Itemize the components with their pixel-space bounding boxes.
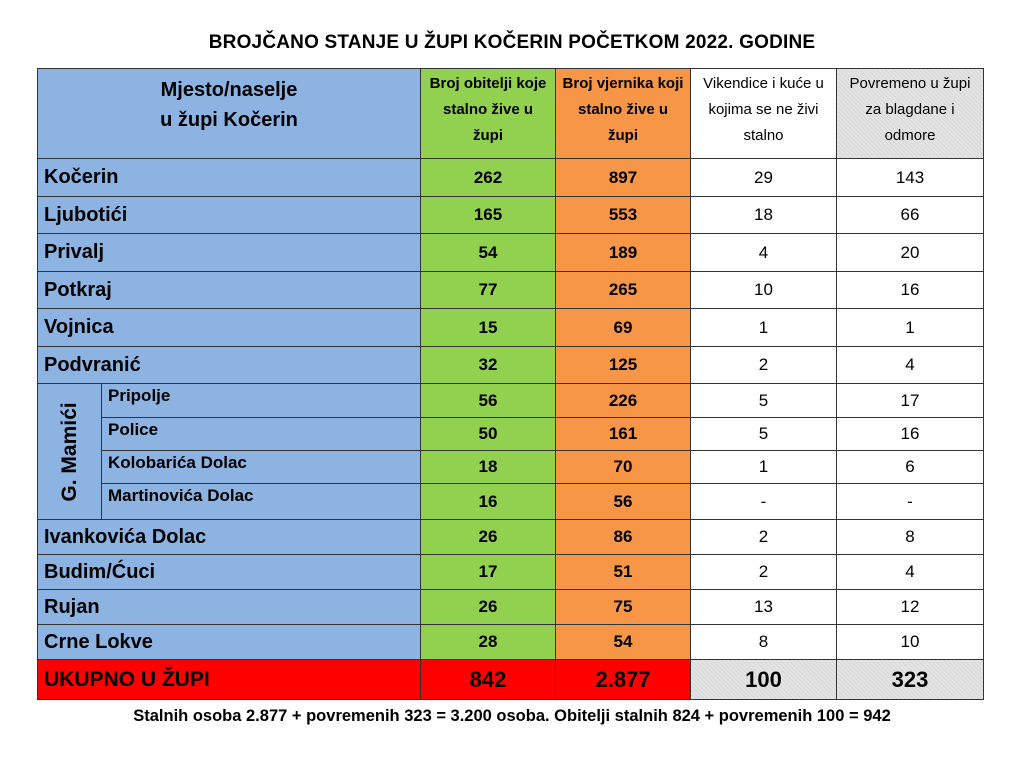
believers-count: 54 — [556, 625, 691, 660]
header-weekend-houses: Vikendice i kuće u kojima se ne živi stalno — [691, 69, 837, 159]
place-name: Potkraj — [38, 272, 421, 309]
occasional-count: 4 — [837, 555, 984, 590]
believers-count: 553 — [556, 197, 691, 234]
place-name: Ljubotići — [38, 197, 421, 234]
families-count: 77 — [421, 272, 556, 309]
occasional-count: - — [837, 484, 984, 520]
occasional-count: 1 — [837, 309, 984, 347]
sub-place-name: Pripolje — [102, 384, 421, 418]
table-row — [38, 234, 984, 272]
occasional-count: 4 — [837, 347, 984, 384]
table-row — [38, 272, 984, 309]
table-row — [38, 520, 984, 555]
weekend-houses-count: 2 — [691, 520, 837, 555]
header-row — [38, 69, 984, 159]
total-label: UKUPNO U ŽUPI — [38, 660, 421, 700]
group-name-cell — [38, 384, 102, 520]
table-row — [38, 197, 984, 234]
table-row — [38, 418, 984, 451]
weekend-houses-count: 5 — [691, 384, 837, 418]
parish-statistics-table — [37, 68, 984, 700]
header-place — [38, 69, 421, 159]
table-row — [38, 384, 984, 418]
total-families: 842 — [421, 660, 556, 700]
families-count: 50 — [421, 418, 556, 451]
believers-count: 69 — [556, 309, 691, 347]
header-place-line2: u župi Kočerin — [160, 109, 298, 131]
table-row — [38, 347, 984, 384]
weekend-houses-count: 2 — [691, 555, 837, 590]
occasional-count: 20 — [837, 234, 984, 272]
table-row — [38, 484, 984, 520]
weekend-houses-count: 1 — [691, 451, 837, 484]
occasional-count: 10 — [837, 625, 984, 660]
occasional-count: 17 — [837, 384, 984, 418]
weekend-houses-count: 8 — [691, 625, 837, 660]
table-row — [38, 159, 984, 197]
families-count: 54 — [421, 234, 556, 272]
occasional-count: 12 — [837, 590, 984, 625]
families-count: 165 — [421, 197, 556, 234]
believers-count: 897 — [556, 159, 691, 197]
weekend-houses-count: 5 — [691, 418, 837, 451]
place-name: Budim/Ćuci — [38, 555, 421, 590]
occasional-count: 16 — [837, 272, 984, 309]
occasional-count: 66 — [837, 197, 984, 234]
group-name: G. Mamići — [57, 401, 81, 502]
families-count: 32 — [421, 347, 556, 384]
families-count: 15 — [421, 309, 556, 347]
place-name: Podvranić — [38, 347, 421, 384]
believers-count: 265 — [556, 272, 691, 309]
place-name: Rujan — [38, 590, 421, 625]
believers-count: 51 — [556, 555, 691, 590]
table-row — [38, 309, 984, 347]
header-occasional: Povremeno u župi za blagdane i odmore — [837, 69, 984, 159]
believers-count: 70 — [556, 451, 691, 484]
families-count: 17 — [421, 555, 556, 590]
weekend-houses-count: 10 — [691, 272, 837, 309]
families-count: 18 — [421, 451, 556, 484]
families-count: 56 — [421, 384, 556, 418]
sub-place-name: Kolobarića Dolac — [102, 451, 421, 484]
occasional-count: 6 — [837, 451, 984, 484]
weekend-houses-count: 1 — [691, 309, 837, 347]
total-weekend-houses: 100 — [691, 660, 837, 700]
weekend-houses-count: 13 — [691, 590, 837, 625]
weekend-houses-count: 18 — [691, 197, 837, 234]
place-name: Crne Lokve — [38, 625, 421, 660]
table-row — [38, 590, 984, 625]
total-believers: 2.877 — [556, 660, 691, 700]
families-count: 26 — [421, 590, 556, 625]
occasional-count: 8 — [837, 520, 984, 555]
believers-count: 226 — [556, 384, 691, 418]
families-count: 28 — [421, 625, 556, 660]
weekend-houses-count: 29 — [691, 159, 837, 197]
weekend-houses-count: - — [691, 484, 837, 520]
believers-count: 75 — [556, 590, 691, 625]
total-row — [38, 660, 984, 700]
believers-count: 56 — [556, 484, 691, 520]
header-place-line1: Mjesto/naselje — [160, 79, 298, 101]
weekend-houses-count: 2 — [691, 347, 837, 384]
families-count: 16 — [421, 484, 556, 520]
page-title: BROJČANO STANJE U ŽUPI KOČERIN POČETKOM 2022. GODINE — [208, 32, 816, 53]
place-name: Vojnica — [38, 309, 421, 347]
sub-place-name: Martinovića Dolac — [102, 484, 421, 520]
header-believers: Broj vjernika koji stalno žive u župi — [556, 69, 691, 159]
occasional-count: 143 — [837, 159, 984, 197]
place-name: Kočerin — [38, 159, 421, 197]
table-row — [38, 555, 984, 590]
believers-count: 86 — [556, 520, 691, 555]
table-row — [38, 625, 984, 660]
occasional-count: 16 — [837, 418, 984, 451]
place-name: Ivankovića Dolac — [38, 520, 421, 555]
table-row — [38, 451, 984, 484]
weekend-houses-count: 4 — [691, 234, 837, 272]
believers-count: 189 — [556, 234, 691, 272]
footer-summary: Stalnih osoba 2.877 + povremenih 323 = 3.200 osoba. Obitelji stalnih 824 + povremenih 100 = 942 — [133, 707, 891, 725]
believers-count: 161 — [556, 418, 691, 451]
sub-place-name: Police — [102, 418, 421, 451]
families-count: 26 — [421, 520, 556, 555]
families-count: 262 — [421, 159, 556, 197]
place-name: Privalj — [38, 234, 421, 272]
header-families: Broj obitelji koje stalno žive u župi — [421, 69, 556, 159]
total-occasional: 323 — [837, 660, 984, 700]
believers-count: 125 — [556, 347, 691, 384]
